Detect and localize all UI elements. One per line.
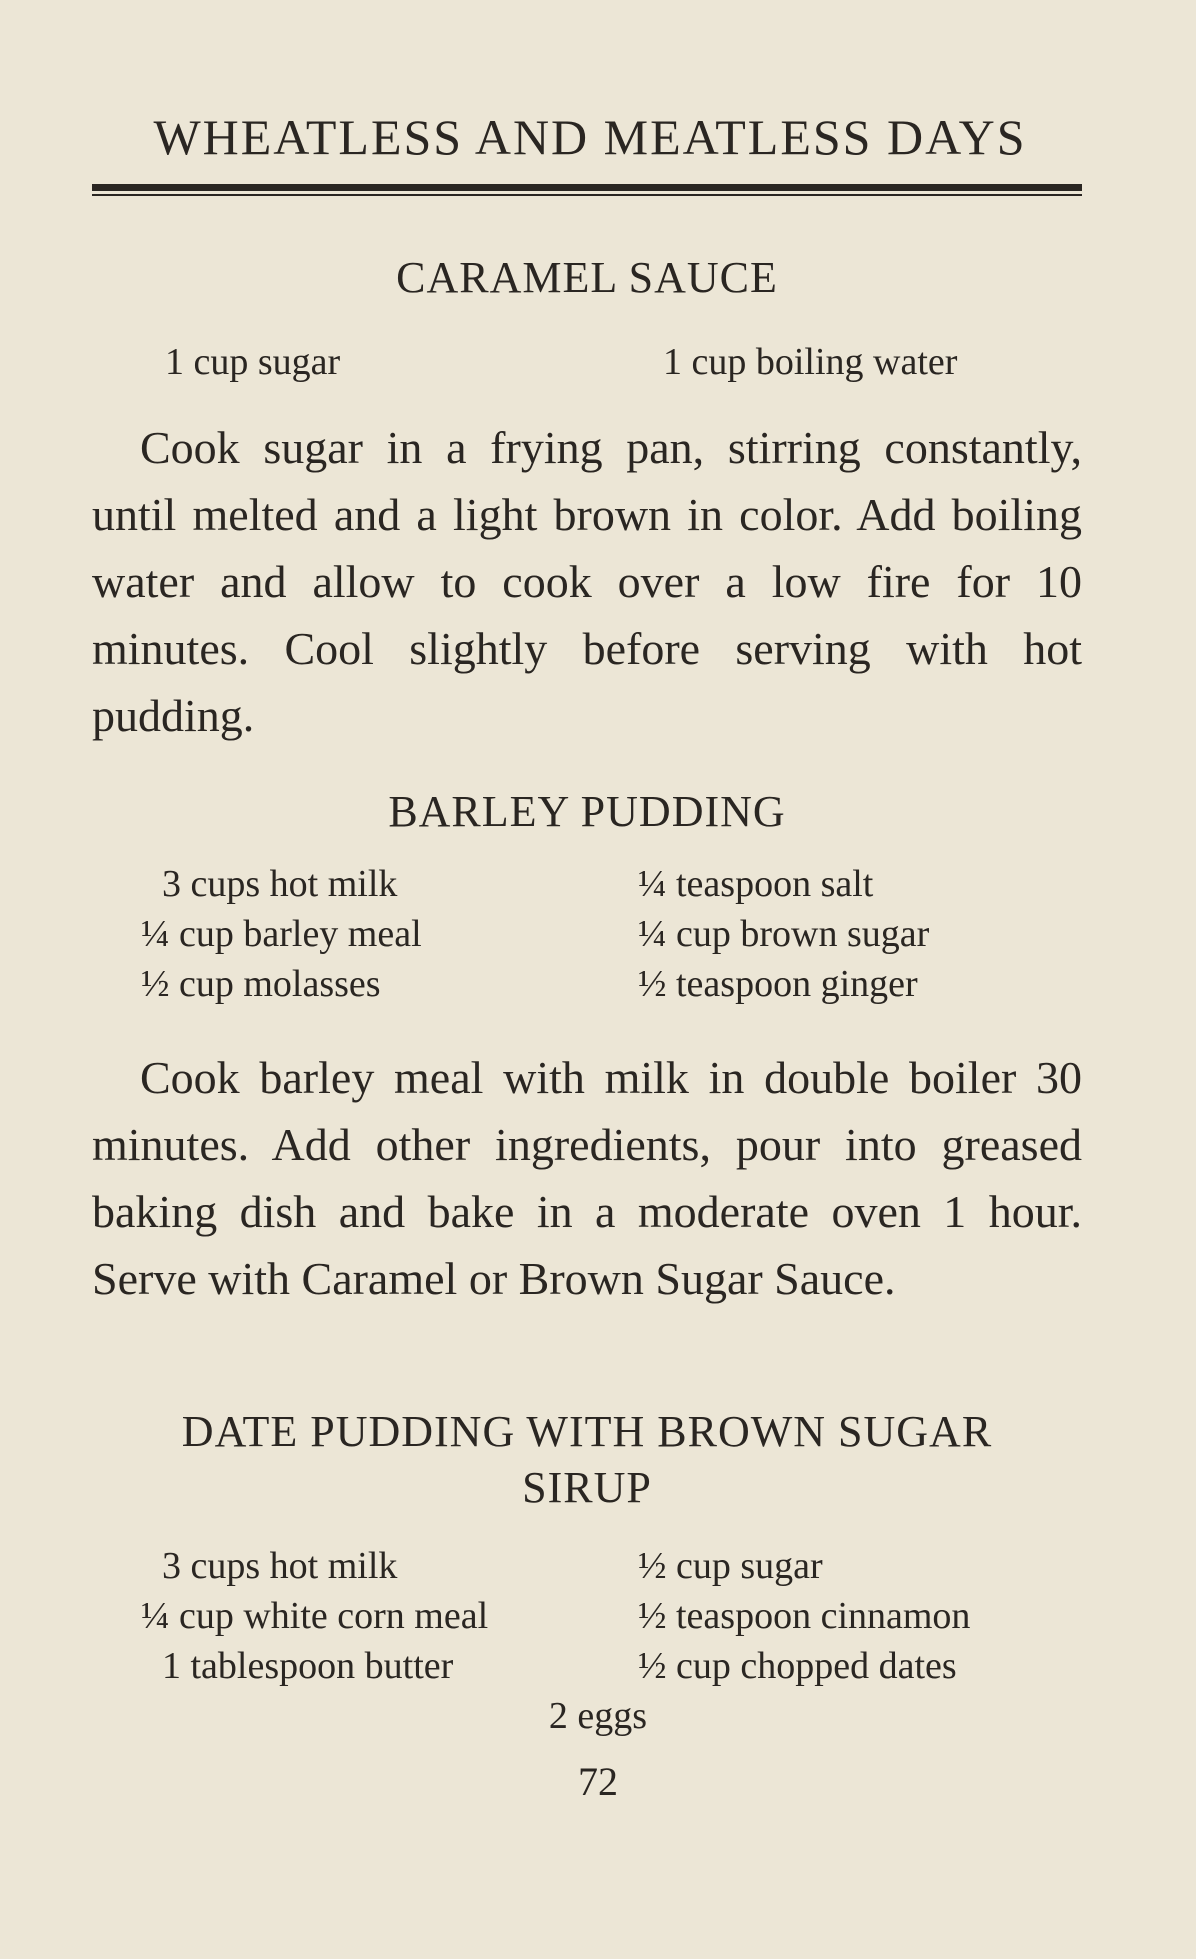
ingredient: ½ cup sugar [638, 1545, 823, 1587]
ingredient: 1 cup boiling water [663, 341, 958, 383]
ingredient: ¼ teaspoon salt [638, 863, 874, 905]
recipe-title-date-pudding-line2: SIRUP [522, 1463, 652, 1512]
ingredient: ¼ cup barley meal [141, 913, 422, 955]
recipe-title-barley-pudding: BARLEY PUDDING [388, 787, 786, 836]
ingredient: ½ teaspoon cinnamon [638, 1595, 971, 1637]
recipe-directions-caramel-sauce: Cook sugar in a frying pan, stirring constantly, until melted and a light brown in color. Add boiling water and allow to cook over a low fire for 10 minutes. Cool slightly before serving with hot pudding. [92, 422, 1082, 741]
ingredient: 3 cups hot milk [162, 863, 398, 905]
running-head: WHEATLESS AND MEATLESS DAYS [153, 109, 1027, 165]
recipe-title-caramel-sauce: CARAMEL SAUCE [396, 253, 778, 302]
ingredient: 1 tablespoon butter [162, 1645, 454, 1687]
ingredient: ¼ cup brown sugar [638, 913, 930, 955]
header-rule-thick [92, 184, 1082, 191]
header-rule-thin [92, 194, 1082, 196]
ingredient-centered: 2 eggs [548, 1695, 648, 1737]
recipe-directions-barley-pudding: Cook barley meal with milk in double boiler 30 minutes. Add other ingredients, pour into greased baking dish and bake in a moderate oven 1 hour. Serve with Caramel or Brown Sugar Sauce. [92, 1052, 1082, 1304]
ingredient: ½ cup chopped dates [638, 1645, 957, 1687]
ingredient: ½ teaspoon ginger [638, 963, 918, 1005]
recipe-title-date-pudding: DATE PUDDING WITH BROWN SUGAR [181, 1407, 993, 1456]
ingredient: 3 cups hot milk [162, 1545, 398, 1587]
page-number: 72 [578, 1759, 618, 1804]
ingredient: 1 cup sugar [165, 341, 341, 383]
ingredient: ½ cup molasses [141, 963, 381, 1005]
ingredient: ¼ cup white corn meal [141, 1595, 489, 1637]
